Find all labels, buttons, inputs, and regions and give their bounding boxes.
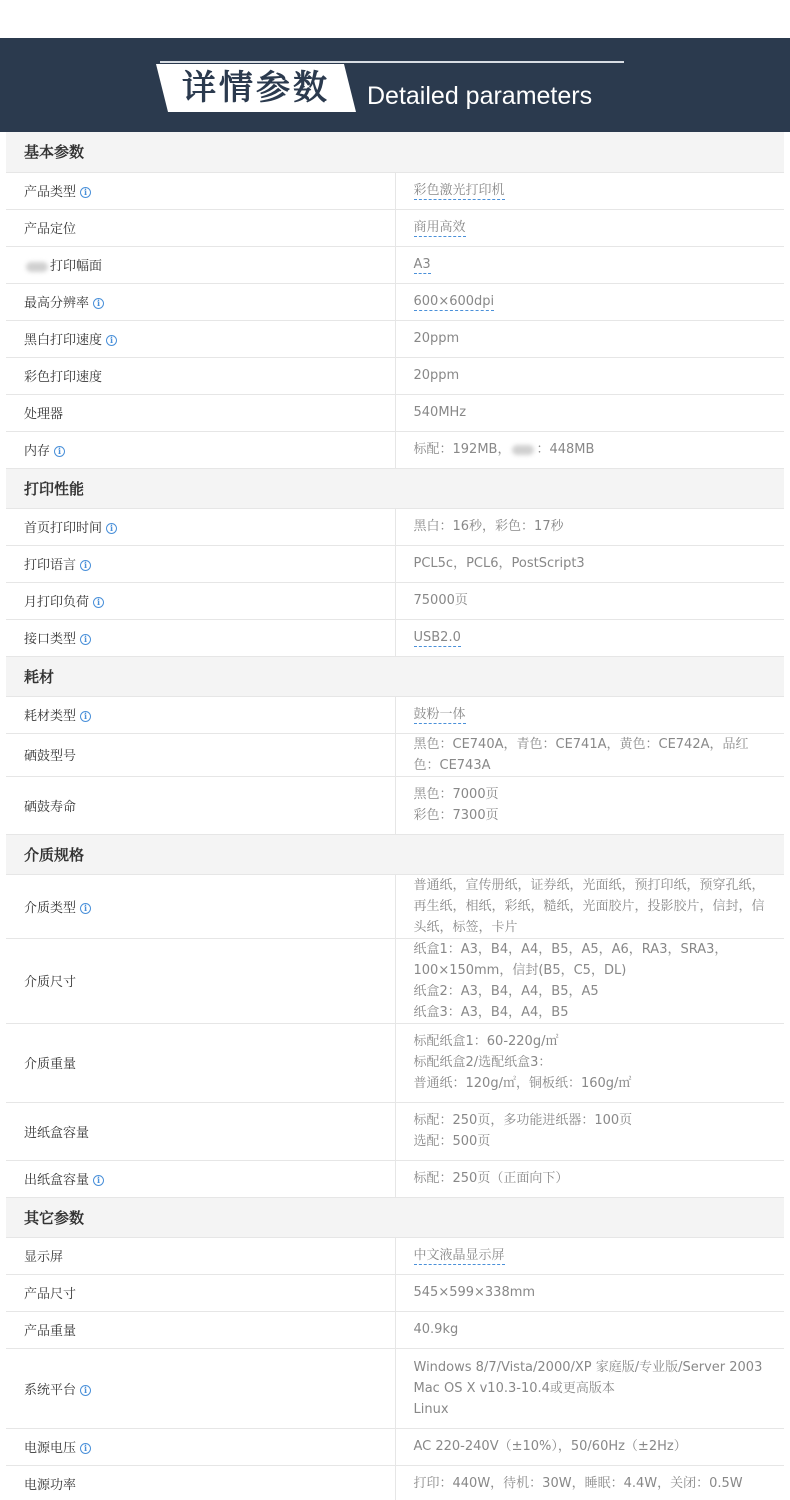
section-header xyxy=(6,468,784,508)
row-value-line: 普通纸，宣传册纸，证券纸，光面纸，预打印纸，预穿孔纸，再生纸，相纸，彩纸，糙纸，光面胶片，投影胶片，信封，信头纸，标签，卡片 xyxy=(413,877,765,935)
row-value xyxy=(395,938,784,1023)
info-icon[interactable]: i xyxy=(54,446,65,457)
row-label-text: 系统平台 xyxy=(24,1382,77,1398)
row-label-text: 产品定位 xyxy=(24,222,77,237)
info-icon[interactable]: i xyxy=(106,335,117,346)
table-row xyxy=(6,938,784,1023)
row-label xyxy=(6,938,395,1023)
row-value xyxy=(395,246,784,283)
row-value xyxy=(395,776,784,834)
table-row xyxy=(6,1428,784,1465)
value-link[interactable]: 600×600dpi xyxy=(413,294,495,309)
table-row xyxy=(6,1237,784,1274)
table-row xyxy=(6,776,784,834)
row-value xyxy=(395,172,784,209)
row-value xyxy=(395,1160,784,1197)
row-label-text: 产品尺寸 xyxy=(24,1287,77,1302)
row-label-text: 耗材类型 xyxy=(24,709,77,724)
info-icon[interactable]: i xyxy=(80,1385,91,1396)
table-row xyxy=(6,582,784,619)
row-label-text: 硒鼓寿命 xyxy=(24,799,77,815)
spec-table xyxy=(6,132,784,1500)
table-row xyxy=(6,696,784,733)
row-label xyxy=(6,1311,395,1348)
row-value xyxy=(395,733,784,776)
table-row xyxy=(6,1465,784,1500)
row-label xyxy=(6,172,395,209)
info-icon[interactable]: i xyxy=(80,560,91,571)
row-label-text: 电源功率 xyxy=(24,1478,77,1493)
row-label xyxy=(6,283,395,320)
section-header xyxy=(6,132,784,172)
row-value xyxy=(395,1348,784,1428)
row-label-text: 出纸盒容量 xyxy=(24,1173,90,1188)
table-row xyxy=(6,209,784,246)
row-value xyxy=(395,874,784,938)
row-label xyxy=(6,1348,395,1428)
redacted-mark xyxy=(26,262,48,272)
row-label xyxy=(6,1160,395,1197)
row-value-line: 标配：192MB， xyxy=(413,442,511,457)
row-value-line: ：448MB xyxy=(536,442,595,457)
row-label xyxy=(6,209,395,246)
row-label xyxy=(6,1023,395,1102)
row-value xyxy=(395,1311,784,1348)
row-value xyxy=(395,209,784,246)
row-label-text: 硒鼓型号 xyxy=(24,749,77,764)
row-label-text: 首页打印时间 xyxy=(24,521,103,536)
row-value-line: 普通纸：120g/㎡，铜板纸：160g/㎡ xyxy=(413,1076,632,1091)
row-label xyxy=(6,246,395,283)
row-value-line: 40.9kg xyxy=(413,1322,459,1337)
section-header xyxy=(6,1197,784,1237)
info-icon[interactable]: i xyxy=(93,1175,104,1186)
value-link[interactable]: 彩色激光打印机 xyxy=(413,183,505,198)
row-label-text: 打印语言 xyxy=(24,558,77,573)
section-header xyxy=(6,656,784,696)
row-value-line: 75000页 xyxy=(413,593,468,608)
row-label-text: 内存 xyxy=(24,444,51,459)
table-row xyxy=(6,508,784,545)
table-row xyxy=(6,1311,784,1348)
table-row xyxy=(6,545,784,582)
row-value-line: 20ppm xyxy=(413,368,460,383)
banner-title-zh: 详情参数 xyxy=(182,68,330,108)
table-row xyxy=(6,320,784,357)
info-icon[interactable]: i xyxy=(106,523,117,534)
section-title: 介质规格 xyxy=(6,834,784,874)
row-value xyxy=(395,394,784,431)
row-label-text: 处理器 xyxy=(24,407,64,422)
row-value-line: Mac OS X v10.3-10.4或更高版本 xyxy=(413,1380,615,1396)
row-value-line: 545×599×338mm xyxy=(413,1285,536,1300)
banner-title-en: Detailed parameters xyxy=(367,82,593,110)
info-icon[interactable]: i xyxy=(93,597,104,608)
info-icon[interactable]: i xyxy=(80,1443,91,1454)
info-icon[interactable]: i xyxy=(80,711,91,722)
row-label-text: 接口类型 xyxy=(24,632,77,647)
redacted-mark xyxy=(512,445,534,455)
section-title: 耗材 xyxy=(6,656,784,696)
row-value-line: 黑白：16秒，彩色：17秒 xyxy=(413,519,564,534)
row-value xyxy=(395,508,784,545)
section-header xyxy=(6,834,784,874)
section-title: 基本参数 xyxy=(6,132,784,172)
row-label xyxy=(6,357,395,394)
row-value xyxy=(395,545,784,582)
row-label-text: 黑白打印速度 xyxy=(24,333,103,348)
row-value xyxy=(395,1274,784,1311)
row-label xyxy=(6,619,395,656)
row-label xyxy=(6,776,395,834)
row-value-line: 标配：250页（正面向下） xyxy=(413,1171,569,1186)
row-value xyxy=(395,619,784,656)
row-value-line: 540MHz xyxy=(413,405,467,420)
row-label-text: 月打印负荷 xyxy=(24,595,90,610)
row-label xyxy=(6,1465,395,1500)
row-value-line: PCL5c，PCL6，PostScript3 xyxy=(413,556,585,571)
row-value-line: 打印：440W，待机：30W，睡眠：4.4W，关闭：0.5W xyxy=(413,1476,743,1491)
row-label xyxy=(6,508,395,545)
row-label xyxy=(6,320,395,357)
row-value-line: AC 220-240V（±10%），50/60Hz（±2Hz） xyxy=(413,1439,687,1454)
row-value-line: 彩色：7300页 xyxy=(413,808,499,823)
table-row xyxy=(6,172,784,209)
row-value-line: 纸盒3：A3，B4，A4，B5 xyxy=(413,1004,569,1020)
row-label-text: 产品重量 xyxy=(24,1324,77,1339)
row-label xyxy=(6,874,395,938)
row-value-line: 纸盒1：A3，B4，A4，B5，A5，A6，RA3，SRA3，100×150mm，信封(B5，C5，DL) xyxy=(413,941,728,978)
table-row xyxy=(6,1023,784,1102)
table-row xyxy=(6,394,784,431)
row-label-text: 介质重量 xyxy=(24,1057,77,1072)
table-row xyxy=(6,874,784,938)
table-row xyxy=(6,1102,784,1160)
info-icon[interactable]: i xyxy=(80,187,91,198)
info-icon[interactable]: i xyxy=(80,634,91,645)
row-label xyxy=(6,1428,395,1465)
row-value xyxy=(395,1237,784,1274)
row-value-line: 选配：500页 xyxy=(413,1134,491,1149)
row-label-text: 进纸盒容量 xyxy=(24,1125,90,1141)
row-value-line: 黑色：CE740A，青色：CE741A，黄色：CE742A，品红色：CE743A xyxy=(413,736,749,773)
row-label xyxy=(6,733,395,776)
row-value xyxy=(395,1023,784,1102)
row-value xyxy=(395,696,784,733)
row-label-text: 最高分辨率 xyxy=(24,296,90,311)
row-label-text: 显示屏 xyxy=(24,1250,64,1265)
row-value xyxy=(395,582,784,619)
row-label xyxy=(6,394,395,431)
table-row xyxy=(6,1348,784,1428)
row-label-text: 打印幅面 xyxy=(50,259,103,274)
header-banner xyxy=(0,38,790,132)
row-label xyxy=(6,431,395,468)
row-label xyxy=(6,545,395,582)
row-value-line: 标配纸盒1：60-220g/㎡ xyxy=(413,1034,559,1049)
row-label-text: 电源电压 xyxy=(24,1441,77,1456)
row-value xyxy=(395,431,784,468)
table-row xyxy=(6,357,784,394)
row-value xyxy=(395,1428,784,1465)
row-value-line: 标配纸盒2/选配纸盒3： xyxy=(413,1055,552,1070)
value-link[interactable]: USB2.0 xyxy=(413,630,461,645)
row-label-text: 产品类型 xyxy=(24,185,77,200)
value-link[interactable]: A3 xyxy=(413,257,431,272)
table-row xyxy=(6,1274,784,1311)
row-label xyxy=(6,1102,395,1160)
row-label xyxy=(6,696,395,733)
section-title: 其它参数 xyxy=(6,1197,784,1237)
row-value-line: 纸盒2：A3，B4，A4，B5，A5 xyxy=(413,983,599,999)
row-label xyxy=(6,582,395,619)
value-link[interactable]: 鼓粉一体 xyxy=(413,707,466,722)
row-label xyxy=(6,1237,395,1274)
table-row xyxy=(6,283,784,320)
row-label xyxy=(6,1274,395,1311)
section-title: 打印性能 xyxy=(6,468,784,508)
row-label-text: 彩色打印速度 xyxy=(24,370,103,385)
banner-rule xyxy=(160,61,624,63)
value-link[interactable]: 商用高效 xyxy=(413,220,466,235)
row-value xyxy=(395,1102,784,1160)
row-value xyxy=(395,320,784,357)
info-icon[interactable]: i xyxy=(93,298,104,309)
table-row xyxy=(6,733,784,776)
row-label-text: 介质类型 xyxy=(24,900,77,916)
table-row xyxy=(6,619,784,656)
row-value xyxy=(395,357,784,394)
row-value-line: 20ppm xyxy=(413,331,460,346)
row-value-line: 标配：250页，多功能进纸器：100页 xyxy=(413,1113,633,1128)
table-row xyxy=(6,1160,784,1197)
row-value xyxy=(395,1465,784,1500)
row-value-line: Windows 8/7/Vista/2000/XP 家庭版/专业版/Server 2003 xyxy=(413,1359,763,1375)
row-value xyxy=(395,283,784,320)
row-value-line: Linux xyxy=(413,1401,449,1417)
row-value-line: 黑色：7000页 xyxy=(413,787,499,802)
value-link[interactable]: 中文液晶显示屏 xyxy=(413,1248,505,1263)
table-row xyxy=(6,246,784,283)
info-icon[interactable]: i xyxy=(80,903,91,914)
table-row xyxy=(6,431,784,468)
row-label-text: 介质尺寸 xyxy=(24,975,77,990)
